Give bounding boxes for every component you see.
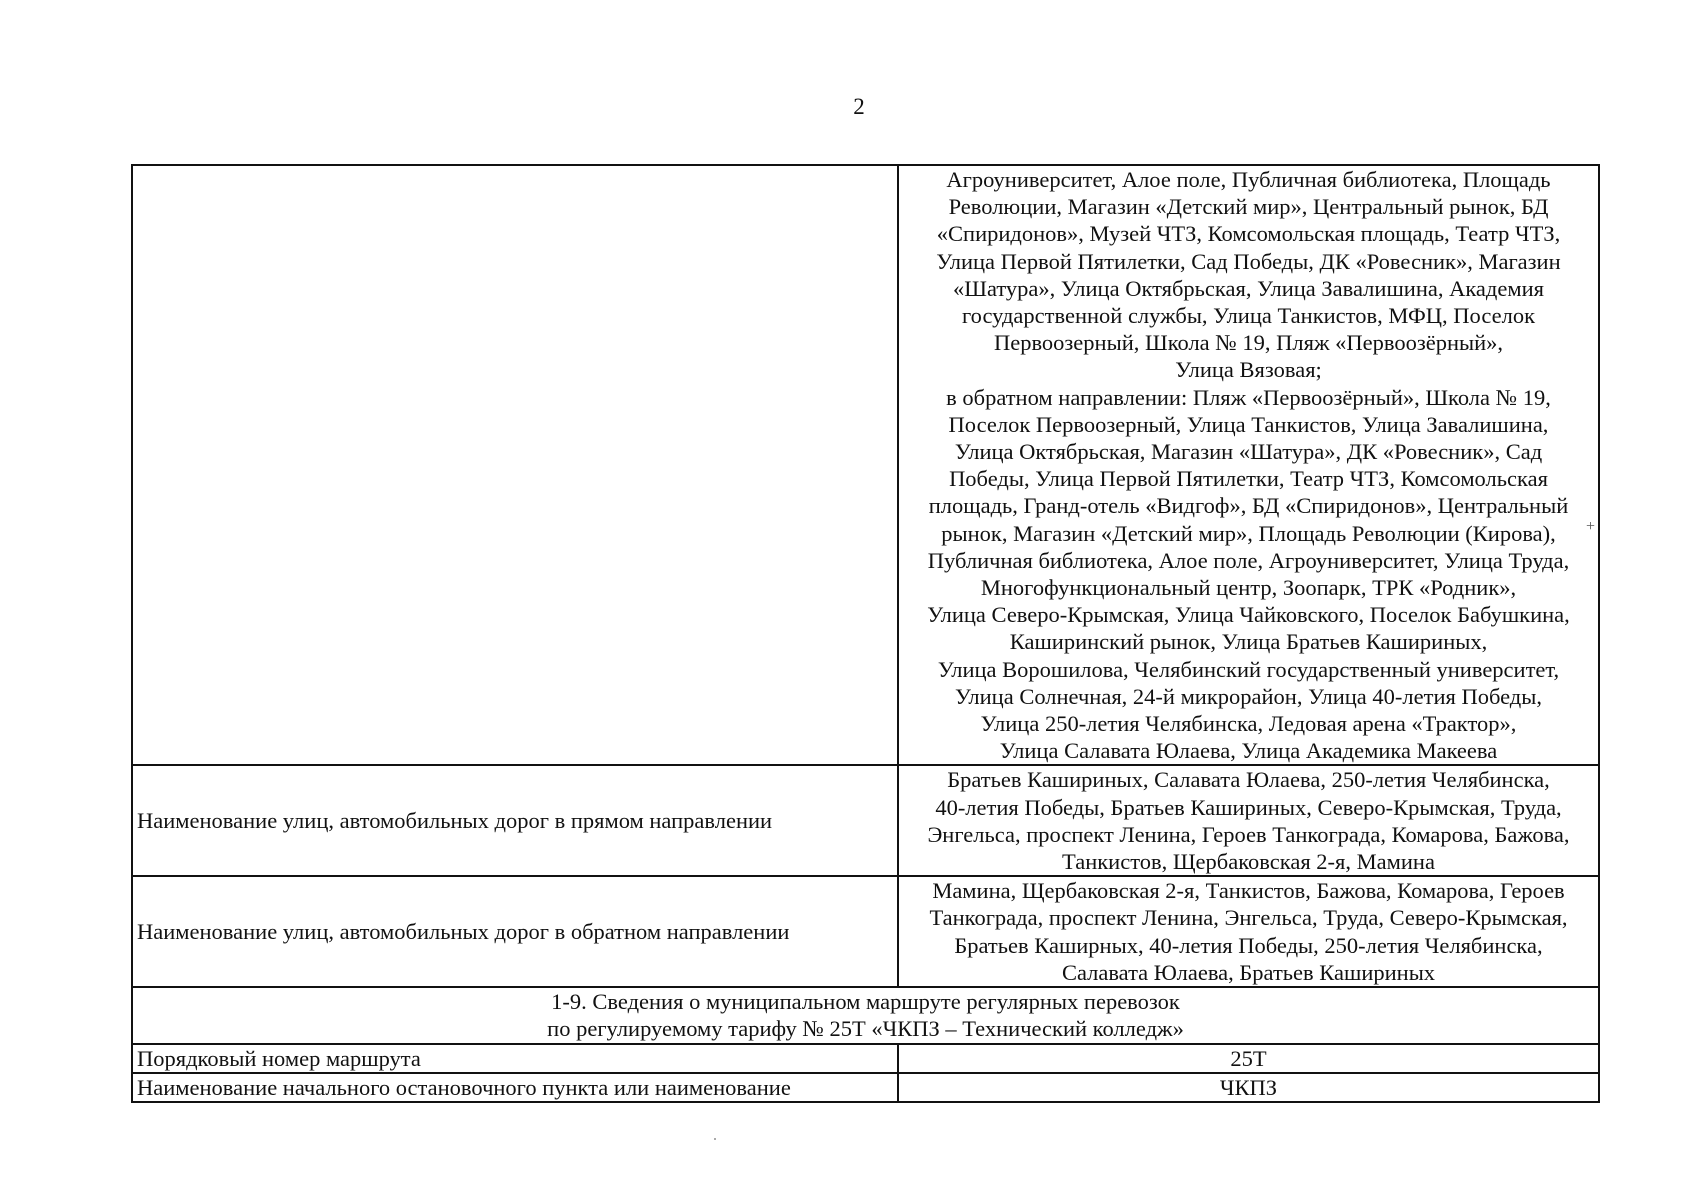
stops-line: в обратном направлении: Пляж «Первоозёрный», Школа № 19, <box>946 384 1551 410</box>
stops-line: Улица Северо-Крымская, Улица Чайковского, Поселок Бабушкина, <box>927 602 1570 628</box>
reverse-streets-list <box>898 876 1599 987</box>
stops-line: Каширинский рынок, Улица Братьев Кашириных, <box>1009 629 1488 655</box>
forward-streets-line: 40-летия Победы, Братьев Кашириных, Северо-Крымская, Труда, <box>935 794 1562 820</box>
margin-mark: + <box>1586 518 1596 535</box>
stops-line: государственной службы, Улица Танкистов, МФЦ, Поселок <box>961 303 1536 329</box>
stops-line: Улица Октябрьская, Магазин «Шатура», ДК «Ровесник», Сад <box>954 439 1543 465</box>
start-stop-value: ЧКПЗ <box>898 1073 1599 1102</box>
stops-line: Многофункциональный центр, Зоопарк, ТРК «Родник», <box>980 575 1517 601</box>
stops-line: Улица Салавата Юлаева, Улица Академика Макеева <box>999 738 1498 764</box>
table-row-section-heading <box>132 987 1599 1043</box>
table-row-stops <box>132 165 1599 765</box>
reverse-streets-line: Салавата Юлаева, Братьев Кашириных <box>1061 959 1436 985</box>
forward-streets-line: Братьев Кашириных, Салавата Юлаева, 250-летия Челябинска, <box>947 767 1550 793</box>
route-info-table <box>131 164 1600 1103</box>
stops-line: Первоозерный, Школа № 19, Пляж «Первоозёрный», <box>993 330 1504 356</box>
forward-streets-line: Энгельса, проспект Ленина, Героев Танкограда, Комарова, Бажова, <box>927 821 1570 847</box>
reverse-streets-line: Братьев Каширных, 40-летия Победы, 250-летия Челябинска, <box>954 932 1543 958</box>
section-heading <box>132 987 1599 1043</box>
stops-line: рынок, Магазин «Детский мир», Площадь Революции (Кирова), <box>941 520 1556 546</box>
forward-streets-list <box>898 765 1599 876</box>
forward-streets-label: Наименование улиц, автомобильных дорог в прямом направлении <box>132 765 898 876</box>
page-number: 2 <box>853 94 865 119</box>
scan-speck <box>714 1138 716 1140</box>
reverse-streets-label: Наименование улиц, автомобильных дорог в обратном направлении <box>132 876 898 987</box>
start-stop-label: Наименование начального остановочного пункта или наименование <box>132 1073 898 1102</box>
stops-label-cell <box>132 165 898 765</box>
stops-line: Революции, Магазин «Детский мир», Центральный рынок, БД <box>948 194 1549 220</box>
stops-line: Поселок Первоозерный, Улица Танкистов, Улица Завалишина, <box>948 411 1549 437</box>
table-row-start-stop <box>132 1073 1599 1102</box>
stops-line: Агроуниверситет, Алое поле, Публичная библиотека, Площадь <box>946 167 1551 192</box>
stops-line: Улица Солнечная, 24-й микрорайон, Улица 40-летия Победы, <box>955 683 1542 709</box>
route-number-value: 25Т <box>898 1044 1599 1073</box>
table-row-forward-streets <box>132 765 1599 876</box>
stops-line: «Спиридонов», Музей ЧТЗ, Комсомольская площадь, Театр ЧТЗ, <box>936 221 1561 247</box>
reverse-streets-line: Танкограда, проспект Ленина, Энгельса, Труда, Северо-Крымская, <box>929 905 1568 931</box>
section-heading-line-2: по регулируемому тарифу № 25Т «ЧКПЗ – Технический колледж» <box>547 1016 1184 1042</box>
table-row-reverse-streets <box>132 876 1599 987</box>
reverse-streets-line: Мамина, Щербаковская 2-я, Танкистов, Бажова, Комарова, Героев <box>932 878 1565 904</box>
route-number-label: Порядковый номер маршрута <box>132 1044 898 1073</box>
stops-line: площадь, Гранд-отель «Видгоф», БД «Спиридонов», Центральный <box>928 493 1569 519</box>
stops-line: Победы, Улица Первой Пятилетки, Театр ЧТЗ, Комсомольская <box>949 466 1548 492</box>
stops-line: Улица Первой Пятилетки, Сад Победы, ДК «Ровесник», Магазин <box>936 248 1561 274</box>
stops-list-cell <box>898 165 1599 765</box>
stops-line: Улица 250-летия Челябинска, Ледовая арена «Трактор», <box>980 711 1517 737</box>
stops-line: «Шатура», Улица Октябрьская, Улица Завалишина, Академия <box>953 275 1544 301</box>
stops-line: Публичная библиотека, Алое поле, Агроуниверситет, Улица Труда, <box>927 547 1570 573</box>
section-heading-line-1: 1-9. Сведения о муниципальном маршруте регулярных перевозок <box>551 989 1180 1015</box>
forward-streets-line: Танкистов, Щербаковская 2-я, Мамина <box>1062 849 1435 875</box>
table-row-route-number <box>132 1044 1599 1073</box>
stops-line: Улица Вязовая; <box>1175 357 1322 383</box>
stops-line: Улица Ворошилова, Челябинский государственный университет, <box>937 656 1560 682</box>
